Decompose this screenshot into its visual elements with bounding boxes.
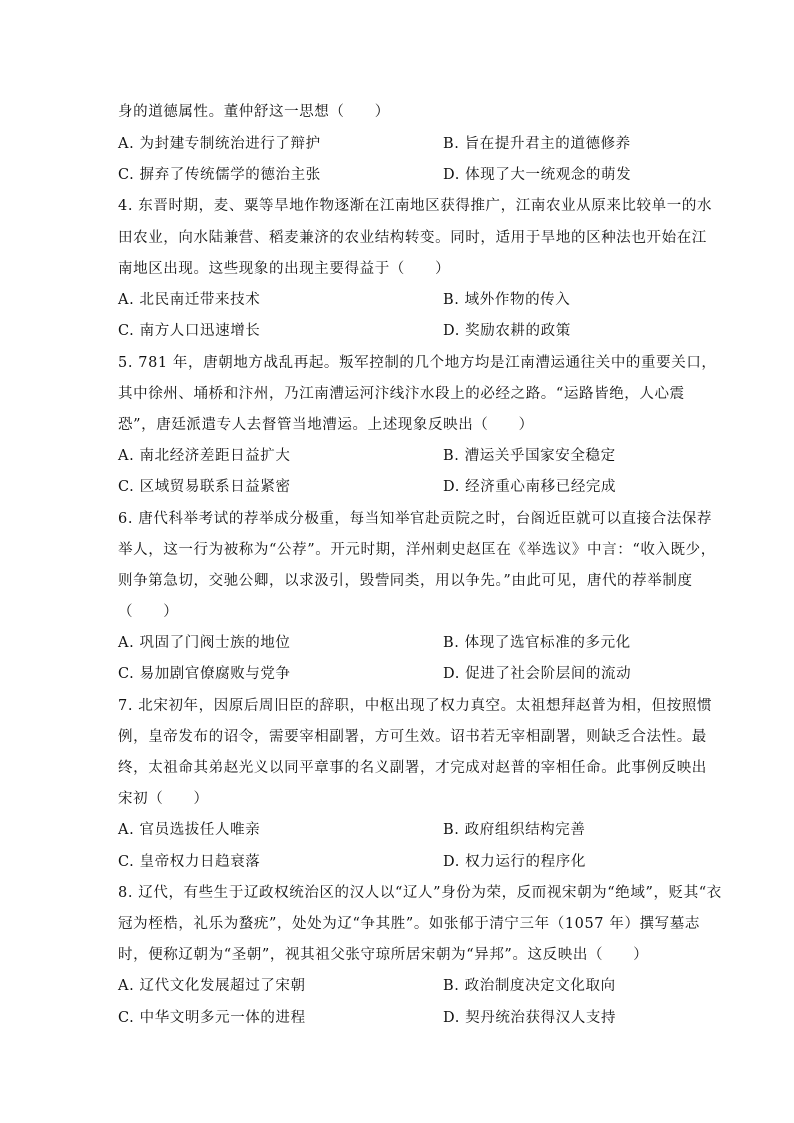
q7-option-d: D. 权力运行的程序化	[443, 854, 586, 870]
question-5-line: 5. 781 年，唐朝地方战乱再起。叛军控制的几个地方均是江南漕运通往关中的重要关口，	[118, 355, 717, 371]
question-5-line: 其中徐州、埇桥和汴州，乃江南漕运河汴线汴水段上的必经之路。“运路皆绝，人心震	[118, 386, 685, 402]
q3-option-d: D. 体现了大一统观念的萌发	[443, 167, 632, 183]
q5-option-b: B. 漕运关乎国家安全稳定	[443, 448, 616, 464]
q5-option-c: C. 区域贸易联系日益紧密	[118, 479, 291, 495]
q3-option-a: A. 为封建专制统治进行了辩护	[118, 136, 321, 152]
q4-option-c: C. 南方人口迅速增长	[118, 323, 261, 339]
question-8-line: 冠为桎梏，礼乐为蝥疣”，处处为辽“争其胜”。如张郁于清宁三年（1057 年）撰写墓志	[118, 916, 700, 932]
question-7-line: 例，皇帝发布的诏令，需要宰相副署，方可生效。诏书若无宰相副署，则缺乏合法性。最	[118, 729, 707, 745]
question-8-line: 8. 辽代，有些生于辽政权统治区的汉人以“辽人”身份为荣，反而视宋朝为“绝域”，贬其“衣	[118, 885, 722, 901]
question-4-line: 4. 东晋时期，麦、粟等旱地作物逐渐在江南地区获得推广，江南农业从原来比较单一的水	[118, 198, 713, 214]
q5-option-d: D. 经济重心南移已经完成	[443, 479, 617, 495]
q4-option-a: A. 北民南迁带来技术	[118, 292, 261, 308]
question-6-line: 6. 唐代科举考试的荐举成分极重，每当知举官赴贡院之时，台阁近臣就可以直接合法保荐	[118, 511, 713, 527]
q8-option-b: B. 政治制度决定文化取向	[443, 978, 616, 994]
q8-option-c: C. 中华文明多元一体的进程	[118, 1010, 306, 1026]
question-7-line: 终，太祖命其弟赵光义以同平章事的名义副署，才完成对赵普的宰相任命。此事例反映出	[118, 760, 707, 776]
question-6-line: 举人，这一行为被称为“公荐”。开元时期，洋州刺史赵匡在《举选议》中言：“收入既少，	[118, 542, 716, 558]
q5-option-a: A. 南北经济差距日益扩大	[118, 448, 291, 464]
q8-option-d: D. 契丹统治获得汉人支持	[443, 1010, 617, 1026]
q4-option-d: D. 奖励农耕的政策	[443, 323, 571, 339]
q7-option-b: B. 政府组织结构完善	[443, 822, 586, 838]
question-6-line: 则争第急切，交驰公卿，以求汲引，毁訾同类，用以争先。”由此可见，唐代的荐举制度	[118, 573, 693, 589]
q6-option-a: A. 巩固了门阀士族的地位	[118, 635, 291, 651]
q7-option-c: C. 皇帝权力日趋衰落	[118, 854, 261, 870]
q3-option-b: B. 旨在提升君主的道德修养	[443, 136, 631, 152]
q6-option-b: B. 体现了选官标准的多元化	[443, 635, 631, 651]
q3-option-c: C. 摒弃了传统儒学的德治主张	[118, 167, 321, 183]
question-7-line: 7. 北宋初年，因原后周旧臣的辞职，中枢出现了权力真空。太祖想拜赵普为相，但按照惯	[118, 698, 713, 714]
question-8-line: 时，便称辽朝为“圣朝”，视其祖父张守琼所居宋朝为“异邦”。这反映出（ ）	[118, 947, 649, 963]
question-4-line: 南地区出现。这些现象的出现主要得益于（ ）	[118, 261, 451, 277]
q4-option-b: B. 域外作物的传入	[443, 292, 571, 308]
question-6-line: （ ）	[118, 604, 179, 620]
question-5-line: 恐”，唐廷派遣专人去督管当地漕运。上述现象反映出（ ）	[118, 417, 534, 433]
question-7-line: 宋初（ ）	[118, 791, 209, 807]
q6-option-c: C. 易加剧官僚腐败与党争	[118, 666, 291, 682]
question-4-line: 田农业，向水陆兼营、稻麦兼济的农业结构转变。同时，适用于旱地的区种法也开始在江	[118, 230, 707, 246]
q6-option-d: D. 促进了社会阶层间的流动	[443, 666, 632, 682]
q8-option-a: A. 辽代文化发展超过了宋朝	[118, 978, 306, 994]
question-3-text: 身的道德属性。董仲舒这一思想（ ）	[118, 104, 390, 120]
q7-option-a: A. 官员选拔任人唯亲	[118, 822, 261, 838]
